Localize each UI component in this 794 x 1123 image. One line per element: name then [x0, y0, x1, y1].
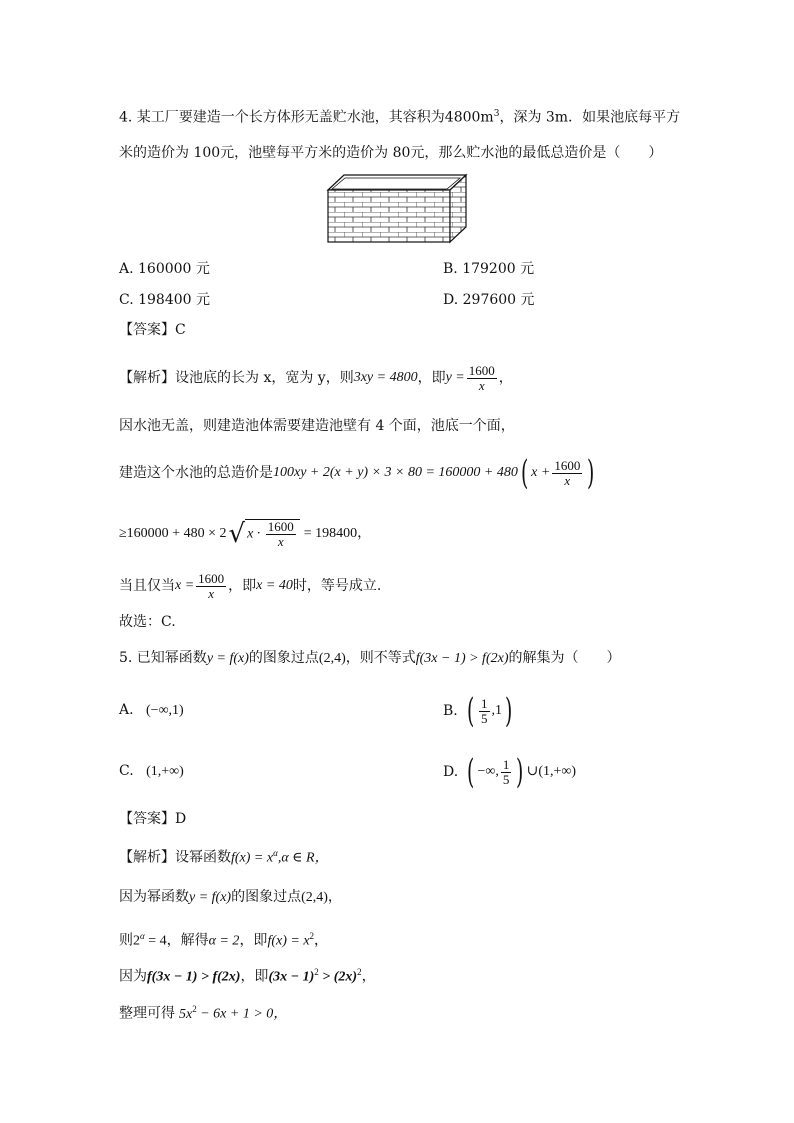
q4-analysis-line5: 当且仅当 x = $\frac{1600}{x}$ ，即 x = 40 时，等号成立. [119, 570, 382, 601]
q5-analysis-line4: 因为f(3x − 1) > f(2x)，即$(3x - 1)^2 > (2x)^2$， [119, 967, 376, 985]
fraction-1600-over-x: $\frac{1600}{x}$ [468, 362, 495, 393]
q5-stem: 5. 已知幂函数y = f(x)的图象过点(2,4)，则不等式f(3x − 1) > f(2x)的解集为（ ） [119, 650, 621, 666]
q4-option-d: D. 297600 元 [443, 292, 535, 308]
water-tank-figure [326, 172, 468, 244]
q5-analysis-line1: 【解析】设幂函数$f(x) = x^\alpha,\alpha$ ∈ R， [119, 848, 329, 866]
q4-analysis-line2: 因水池无盖，则建造池体需要建造池壁有 4 个面，池底一个面， [119, 418, 515, 434]
q4-option-c: C. 198400 元 [119, 292, 211, 308]
q4-option-b: B. 179200 元 [443, 261, 535, 277]
q5-analysis-line2: 因为幂函数y = f(x)的图象过点(2,4)， [119, 889, 342, 905]
q4-stem-line1: 4. 某工厂要建造一个长方体形无盖贮水池，其容积为$4800m^3$，深为 3m．如果池底每平方 [119, 109, 681, 126]
q4-answer: 【答案】C [119, 322, 186, 338]
q4-analysis-line1: 【解析】 设池底的长为 x，宽为 y，则 3xy = 4800 ，即 y = $\frac{1600}{x}$ ， [119, 362, 513, 393]
sqrt-sign: √ [228, 519, 246, 549]
q5-answer: 【答案】D [119, 811, 187, 827]
q5-option-d: D. ( −∞, $\frac{1}{5}$ ) ∪(1,+∞) [443, 752, 577, 792]
q5-option-b: B. ( $\frac{1}{5}$ ,1 ) [443, 691, 513, 731]
q5-option-a: A. (−∞,1) [119, 702, 184, 718]
q4-analysis-line6: 故选：C. [119, 614, 176, 630]
q5-analysis-line3: 则$2^\alpha = 4$，解得α = 2，即$f(x) = x^2$， [119, 931, 329, 949]
q4-stem-line2: 米的造价为 100元，池壁每平方米的造价为 80元，那么贮水池的最低总造价是（ ） [119, 145, 663, 161]
q4-analysis-line4: ≥160000 + 480 × 2 √ x · $\frac{1600}{x}$ = 198400， [119, 519, 372, 549]
q5-analysis-line5: 整理可得 $5x^2 - 6x + 1 > 0$， [119, 1004, 288, 1022]
q5-option-c: C. (1,+∞) [119, 763, 184, 779]
q4-analysis-line3: 建造这个水池的总造价是 100xy + 2(x + y) × 3 × 80 = 160000 + 480 ( x + $\frac{1600}{x}$ ) [119, 453, 595, 493]
q4-option-a: A. 160000 元 [119, 261, 210, 277]
